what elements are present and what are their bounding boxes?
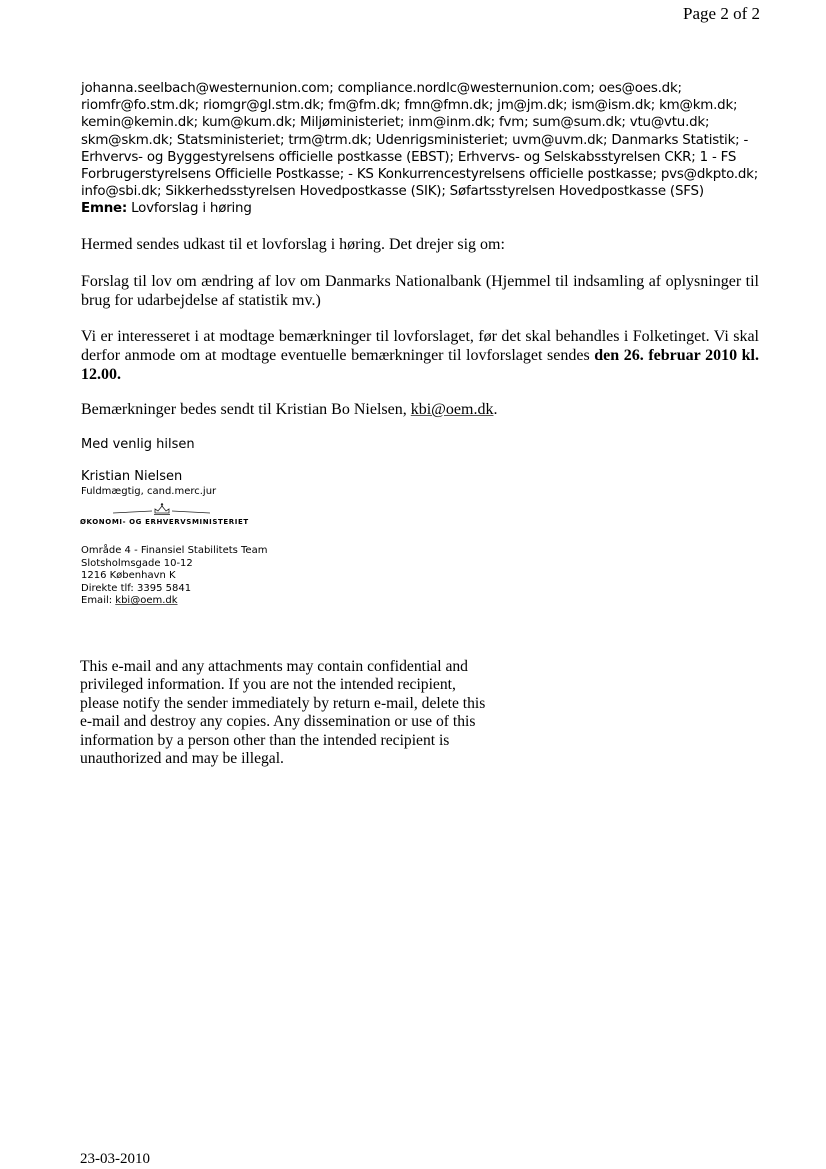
subject-label: Emne: (81, 201, 128, 217)
disclaimer-line: please notify the sender immediately by return e-mail, delete this (80, 694, 486, 712)
disclaimer-line: unauthorized and may be illegal. (80, 750, 284, 768)
ministry-logo-text: ØKONOMI- OG ERHVERVSMINISTERIET (80, 518, 249, 526)
subject-line (81, 200, 761, 217)
signature-email-link[interactable]: kbi@oem.dk (115, 595, 178, 607)
recipients-line: Forbrugerstyrelsens Officielle Postkasse; - KS Konkurrencestyrelsens officielle postkasse; pvs@dkpto.dk; (81, 167, 759, 183)
address-line: Område 4 - Finansiel Stabilitets Team (81, 545, 268, 556)
crown-emblem-icon (80, 502, 250, 518)
recipients-line: riomfr@fo.stm.dk; riomgr@gl.stm.dk; fm@fm.dk; fmn@fmn.dk; jm@jm.dk; ism@ism.dk; km@km.dk; (81, 98, 738, 114)
intro-paragraph: Hermed sendes udkast til et lovforslag i høring. Det drejer sig om: (81, 236, 505, 253)
subject-value: Lovforslag i høring (127, 201, 252, 217)
recipients-line: info@sbi.dk; Sikkerhedsstyrelsen Hovedpostkasse (SIK); Søfartsstyrelsen Hovedpostkasse (SFS) (81, 184, 704, 200)
email-header (81, 80, 761, 218)
recipients-line: kemin@kemin.dk; kum@kum.dk; Miljøministeriet; inm@inm.dk; fvm; sum@sum.dk; vtu@vtu.dk; (81, 115, 710, 131)
address-block (81, 545, 267, 608)
disclaimer-line: information by a person other than the intended recipient is (80, 731, 450, 749)
disclaimer-line: e-mail and destroy any copies. Any dissemination or use of this (80, 713, 476, 731)
contact-text: Bemærkninger bedes sendt til Kristian Bo Nielsen, (81, 401, 411, 418)
greeting: Med venlig hilsen (81, 437, 195, 452)
request-text: Vi er interesseret i at modtage bemærkninger til lovforslaget, før det skal behandles i Folketinget. Vi skal derfor anmode om at modtage eventuelle bemærkninger til lovforslaget sendes (81, 328, 759, 364)
ministry-logo (80, 502, 250, 530)
footer-date: 23-03-2010 (80, 1151, 150, 1167)
deadline-text: den 26. februar 2010 kl. 12.00. (81, 347, 759, 383)
address-line: 1216 København K (81, 570, 176, 582)
signature-title: Fuldmægtig, cand.merc.jur (81, 486, 217, 497)
recipients-line: skm@skm.dk; Statsministeriet; trm@trm.dk; Udenrigsministeriet; uvm@uvm.dk; Danmarks Statistik; - (81, 132, 749, 148)
address-line: Direkte tlf: 3395 5841 (81, 582, 192, 594)
page-number: Page 2 of 2 (683, 4, 760, 23)
disclaimer (80, 658, 520, 768)
recipients-line: Erhvervs- og Byggestyrelsens officielle postkasse (EBST); Erhvervs- og Selskabsstyrelsen CKR; 1 - FS (81, 149, 737, 165)
contact-end: . (493, 401, 498, 418)
address-line: Slotsholmsgade 10-12 (81, 557, 193, 569)
email-label: Email: (81, 595, 116, 607)
contact-email-link[interactable]: kbi@oem.dk (410, 401, 494, 418)
disclaimer-line: This e-mail and any attachments may contain confidential and (80, 658, 468, 675)
signature-name: Kristian Nielsen (81, 469, 183, 484)
proposal-paragraph: Forslag til lov om ændring af lov om Danmarks Nationalbank (Hjemmel til indsamling af oplysninger til brug for udarbejdelse af statistik mv.) (81, 273, 759, 309)
recipients-line: johanna.seelbach@westernunion.com; compliance.nordlc@westernunion.com; oes@oes.dk; (81, 81, 682, 96)
request-paragraph (81, 327, 759, 384)
contact-paragraph (81, 400, 759, 419)
disclaimer-line: privileged information. If you are not the intended recipient, (80, 676, 456, 694)
email-line (81, 595, 267, 608)
